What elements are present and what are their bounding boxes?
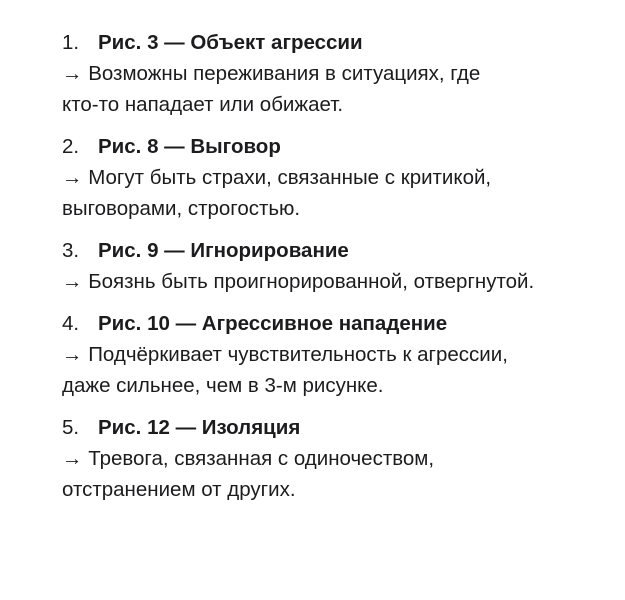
list-item-description: → Тревога, связанная с одиночеством, отстранением от других. xyxy=(62,447,435,501)
list-item-number: 2. xyxy=(62,135,80,158)
list-item-heading xyxy=(62,308,622,339)
list-item-number: 3. xyxy=(62,239,80,262)
list-item-number: 1. xyxy=(62,31,80,54)
list-item-description: → Боязнь быть проигнорированной, отвергнутой. xyxy=(62,270,535,293)
list-item-description: → Возможны переживания в ситуациях, где кто-то нападает или обижает. xyxy=(62,62,481,116)
list-item-title: Рис. 3 — Объект агрессии xyxy=(98,31,363,54)
list-item-title: Рис. 10 — Агрессивное нападение xyxy=(98,312,448,335)
list-item-heading xyxy=(62,27,622,58)
list-item-heading xyxy=(62,412,622,443)
list-item xyxy=(62,131,622,224)
list-item-heading xyxy=(62,235,622,266)
list-item-number: 5. xyxy=(62,416,80,439)
list-item-heading xyxy=(62,131,622,162)
list-item xyxy=(62,308,622,401)
list-item-title: Рис. 12 — Изоляция xyxy=(98,416,301,439)
numbered-list xyxy=(62,27,622,516)
list-item xyxy=(62,235,622,297)
list-item-description: → Могут быть страхи, связанные с критикой, выговорами, строгостью. xyxy=(62,166,492,220)
list-item-number: 4. xyxy=(62,312,80,335)
list-item-title: Рис. 8 — Выговор xyxy=(98,135,281,158)
list-item-description: → Подчёркивает чувствительность к агрессии, даже сильнее, чем в 3-м рисунке. xyxy=(62,343,508,397)
list-item xyxy=(62,27,622,120)
list-item xyxy=(62,412,622,505)
list-item-title: Рис. 9 — Игнорирование xyxy=(98,239,349,262)
